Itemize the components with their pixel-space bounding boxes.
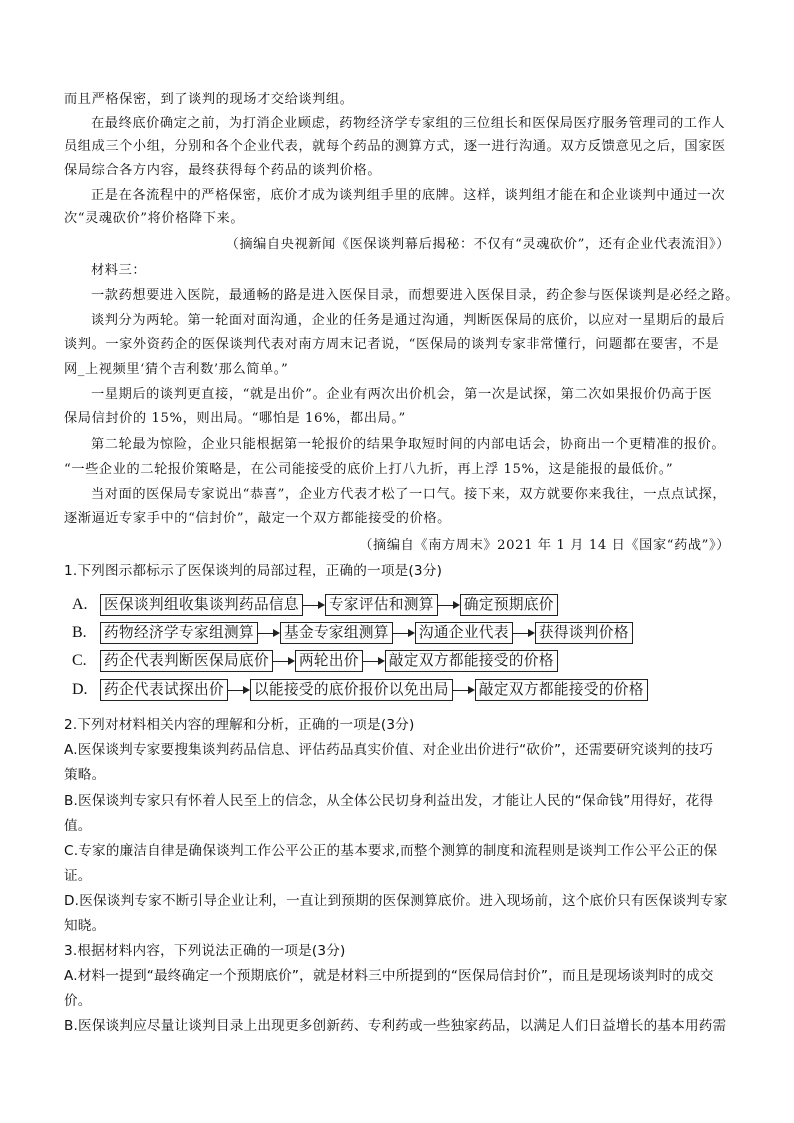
flow-step: 两轮出价 <box>295 650 363 672</box>
paragraph-line: 员组成三个小组，分别和各个企业代表，就每个药品的测算方式，逐一进行沟通。双方反馈意见之后，国家医 <box>64 139 726 154</box>
answer-option-line[interactable]: C.专家的廉洁自律是确保谈判工作公平公正的基本要求,而整个测算的制度和流程则是谈判工作公平公正的保 <box>64 843 718 859</box>
answer-option-line[interactable]: A.材料一提到“最终确定一个预期底价”，就是材料三中所提到的“医保局信封价”，而且是现场谈判时的成交 <box>64 968 714 984</box>
answer-option-line: 值。 <box>64 818 92 834</box>
option-letter: C. <box>72 652 87 669</box>
paragraph-line: 一星期后的谈判更直接，“就是出价”。企业有两次出价机会，第一次是试探，第二次如果报价仍高于医 <box>91 387 713 402</box>
arrow-right-icon <box>228 680 250 700</box>
paragraph-line: 谈判。一家外资药企的医保谈判代表对南方周末记者说，“医保局的谈判专家非常懂行，问题都在要害，不是 <box>64 337 720 352</box>
paragraph-line: 而且严格保密，到了谈判的现场才交给谈判组。 <box>64 92 354 107</box>
flow-step: 敲定双方都能接受的价格 <box>475 679 648 701</box>
question-stem: 1.下列图示都标示了医保谈判的局部过程，正确的一项是(3分) <box>64 563 443 579</box>
arrow-right-icon <box>513 623 535 643</box>
option-letter: B. <box>72 624 87 641</box>
answer-option-line: 价。 <box>64 993 92 1009</box>
question-stem: 3.根据材料内容，下列说法正确的一项是(3分) <box>64 943 346 959</box>
answer-option-line: 证。 <box>64 868 92 884</box>
flow-step: 基金专家组测算 <box>280 622 393 644</box>
option-b-flow[interactable] <box>72 620 633 646</box>
option-a-flow[interactable] <box>72 592 558 618</box>
answer-option-line[interactable]: A.医保谈判专家要搜集谈判药品信息、评估药品真实价值、对企业出价进行“砍价”，还需要研究谈判的技巧 <box>64 742 713 758</box>
flow-step: 沟通企业代表 <box>415 622 513 644</box>
option-letter: A. <box>72 596 88 613</box>
arrow-right-icon <box>453 680 475 700</box>
flow-step: 获得谈判价格 <box>535 622 633 644</box>
paragraph-line: 第二轮最为惊险，企业只能根据第一轮报价的结果争取短时间的内部电话会，协商出一个更精准的报价。 <box>91 437 726 452</box>
paragraph-line: 次“灵魂砍价”将价格降下来。 <box>64 211 245 226</box>
flow-step: 专家评估和测算 <box>325 594 438 616</box>
arrow-right-icon <box>273 651 295 671</box>
paragraph-line: 正是在各流程中的严格保密，底价才成为谈判组手里的底牌。这样，谈判组才能在和企业谈判中通过一次 <box>91 188 726 203</box>
flow-step: 以能接受的底价报价以免出局 <box>250 679 453 701</box>
option-d-flow[interactable] <box>72 677 648 703</box>
flow-step: 敲定双方都能接受的价格 <box>385 650 558 672</box>
paragraph-line: 保局综合各方内容，最终获得每个药品的谈判价格。 <box>64 163 382 178</box>
source-citation: （摘编自《南方周末》2021 年 1 月 14 日《国家“药战”》） <box>359 538 730 553</box>
paragraph-line: 谈判分为两轮。第一轮面对面沟通，企业的任务是通过沟通，判断医保局的底价，以应对一星期后的最后 <box>91 313 726 328</box>
paragraph-line: “一些企业的二轮报价策略是，在公司能接受的底价上打八九折，再上浮 15%，这是能报的最低价。” <box>64 462 674 477</box>
answer-option-line: 策略。 <box>64 767 106 783</box>
arrow-right-icon <box>303 595 325 615</box>
arrow-right-icon <box>258 623 280 643</box>
answer-option-line[interactable]: B.医保谈判专家只有怀着人民至上的信念，从全体公民切身利益出发，才能让人民的“保命钱”用得好，花得 <box>64 793 714 809</box>
material-heading: 材料三： <box>91 263 147 278</box>
paragraph-line: 保局信封价的 15%，则出局。“哪怕是 16%，都出局。” <box>64 411 406 426</box>
flow-step: 医保谈判组收集谈判药品信息 <box>100 594 303 616</box>
answer-option-line[interactable]: D.医保谈判专家不断引导企业让利，一直让到预期的医保测算底价。进入现场前，这个底价只有医保谈判专家 <box>64 893 728 909</box>
answer-option-line[interactable]: B.医保谈判应尽量让谈判目录上出现更多创新药、专利药或一些独家药品，以满足人们日益增长的基本用药需 <box>64 1018 727 1034</box>
paragraph-line: 当对面的医保局专家说出“恭喜”，企业方代表才松了一口气。接下来，双方就要你来我往，一点点试探， <box>91 487 727 502</box>
flow-step: 确定预期底价 <box>460 594 558 616</box>
arrow-right-icon <box>393 623 415 643</box>
paragraph-line: 一款药想要进入医院，最通畅的路是进入医保目录，而想要进入医保目录，药企参与医保谈判是必经之路。 <box>91 288 740 303</box>
paragraph-line: 网_上视频里‘猜个吉利数’那么简单。” <box>64 362 289 377</box>
flow-step: 药企代表试探出价 <box>100 679 228 701</box>
option-c-flow[interactable] <box>72 648 558 674</box>
option-letter: D. <box>72 681 88 698</box>
question-stem: 2.下列对材料相关内容的理解和分析，正确的一项是(3分) <box>64 717 415 733</box>
arrow-right-icon <box>438 595 460 615</box>
paragraph-line: 逐渐逼近专家手中的“信封价”，敲定一个双方都能接受的价格。 <box>64 511 451 526</box>
paragraph-line: 在最终底价确定之前，为打消企业顾虑，药物经济学专家组的三位组长和医保局医疗服务管理司的工作人 <box>91 116 726 131</box>
flow-step: 药物经济学专家组测算 <box>100 622 258 644</box>
answer-option-line: 知晓。 <box>64 918 106 934</box>
source-citation: （摘编自央视新闻《医保谈判幕后揭秘：不仅有“灵魂砍价”，还有企业代表流泪》） <box>225 237 730 252</box>
flow-step: 药企代表判断医保局底价 <box>100 650 273 672</box>
arrow-right-icon <box>363 651 385 671</box>
